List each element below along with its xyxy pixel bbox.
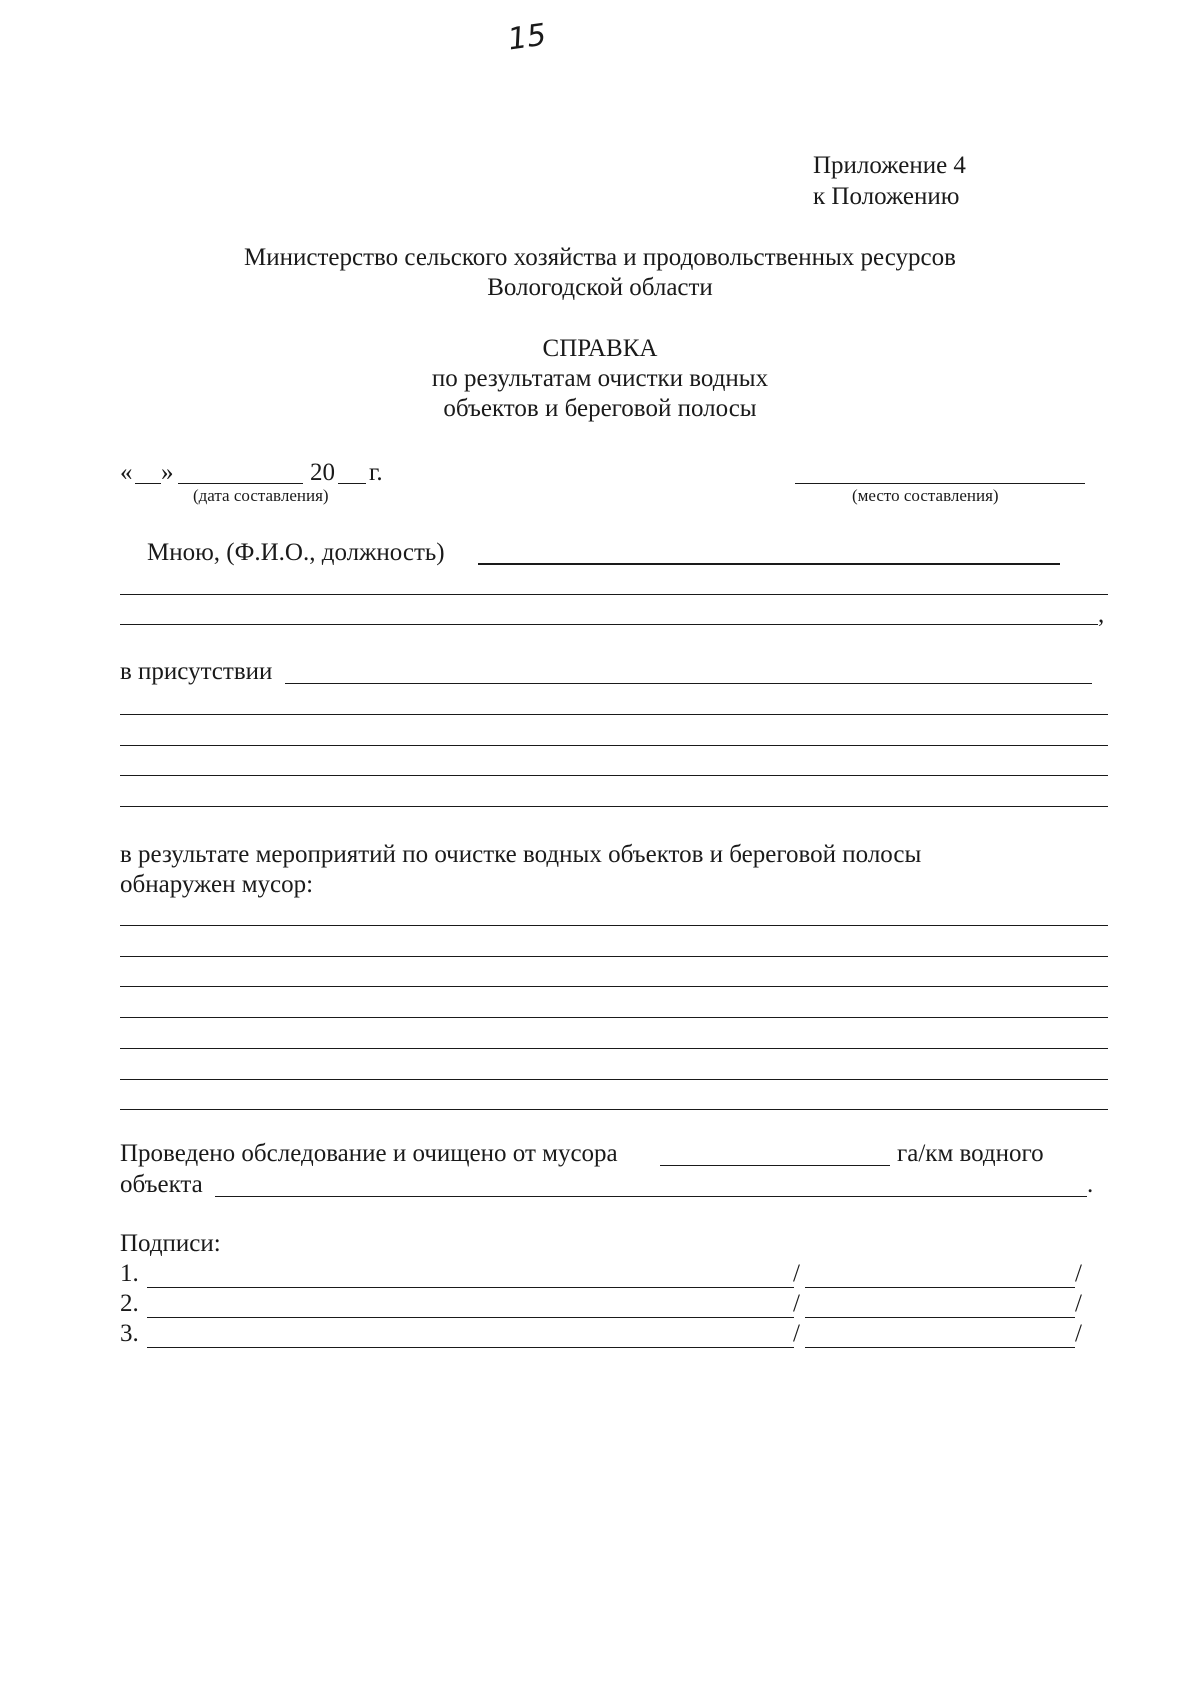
signature-number: 2.: [120, 1290, 139, 1317]
garbage-blank-5[interactable]: [120, 1048, 1108, 1049]
garbage-blank-4[interactable]: [120, 1017, 1108, 1018]
year-blank[interactable]: [338, 483, 366, 484]
name-blank[interactable]: [805, 1317, 1075, 1318]
year-suffix: г.: [369, 459, 383, 486]
signatures-label: Подписи:: [120, 1230, 221, 1257]
garbage-blank-3[interactable]: [120, 986, 1108, 987]
signature-slash: /: [793, 1260, 800, 1287]
presence-blank-2[interactable]: [120, 714, 1108, 715]
survey-text-1: Проведено обследование и очищено от мусора: [120, 1140, 618, 1167]
ministry-name: Министерство сельского хозяйства и продовольственных ресурсов: [244, 244, 956, 271]
annex-reference: к Положению: [813, 183, 960, 210]
name-blank[interactable]: [805, 1347, 1075, 1348]
presence-label: в присутствии: [120, 658, 273, 685]
by-me-blank-2[interactable]: [120, 594, 1108, 595]
month-blank[interactable]: [178, 483, 303, 484]
signature-number: 3.: [120, 1320, 139, 1347]
date-caption: (дата составления): [193, 486, 329, 505]
annex-number: Приложение 4: [813, 152, 966, 179]
quote-close: »: [161, 459, 174, 486]
place-blank[interactable]: [795, 483, 1085, 484]
signature-blank[interactable]: [147, 1347, 794, 1348]
by-me-blank-1[interactable]: [478, 563, 1060, 565]
place-caption: (место составления): [852, 486, 999, 505]
result-text-2: обнаружен мусор:: [120, 871, 314, 898]
water-object-blank[interactable]: [215, 1196, 1087, 1197]
signature-slash: /: [1075, 1290, 1082, 1317]
signature-slash: /: [1075, 1260, 1082, 1287]
year-prefix: 20: [310, 459, 335, 486]
garbage-blank-1[interactable]: [120, 925, 1108, 926]
presence-blank-3[interactable]: [120, 745, 1108, 746]
by-me-blank-3[interactable]: [120, 624, 1098, 625]
document-title: СПРАВКА: [542, 335, 658, 362]
signature-blank[interactable]: [147, 1287, 794, 1288]
survey-text-2: объекта: [120, 1171, 203, 1198]
presence-blank-1[interactable]: [285, 683, 1092, 684]
presence-blank-5[interactable]: [120, 806, 1108, 807]
garbage-blank-2[interactable]: [120, 956, 1108, 957]
signature-slash: /: [793, 1320, 800, 1347]
garbage-blank-6[interactable]: [120, 1079, 1108, 1080]
document-subtitle-2: объектов и береговой полосы: [443, 395, 757, 422]
signature-blank[interactable]: [147, 1317, 794, 1318]
handwritten-page-number: 15: [505, 17, 549, 58]
result-text-1: в результате мероприятий по очистке водных объектов и береговой полосы: [120, 841, 922, 868]
name-blank[interactable]: [805, 1287, 1075, 1288]
ministry-region: Вологодской области: [487, 274, 713, 301]
area-blank[interactable]: [660, 1165, 890, 1166]
signature-slash: /: [793, 1290, 800, 1317]
document-subtitle-1: по результатам очистки водных: [431, 365, 769, 392]
signature-slash: /: [1075, 1320, 1082, 1347]
presence-blank-4[interactable]: [120, 775, 1108, 776]
day-blank[interactable]: [135, 483, 161, 484]
garbage-blank-7[interactable]: [120, 1109, 1108, 1110]
survey-end-dot: .: [1087, 1171, 1094, 1198]
quote-open: «: [120, 459, 133, 486]
by-me-label: Мною, (Ф.И.О., должность): [147, 539, 445, 566]
survey-unit: га/км водного: [897, 1140, 1044, 1167]
by-me-end-comma: ,: [1098, 601, 1105, 628]
signature-number: 1.: [120, 1260, 139, 1287]
